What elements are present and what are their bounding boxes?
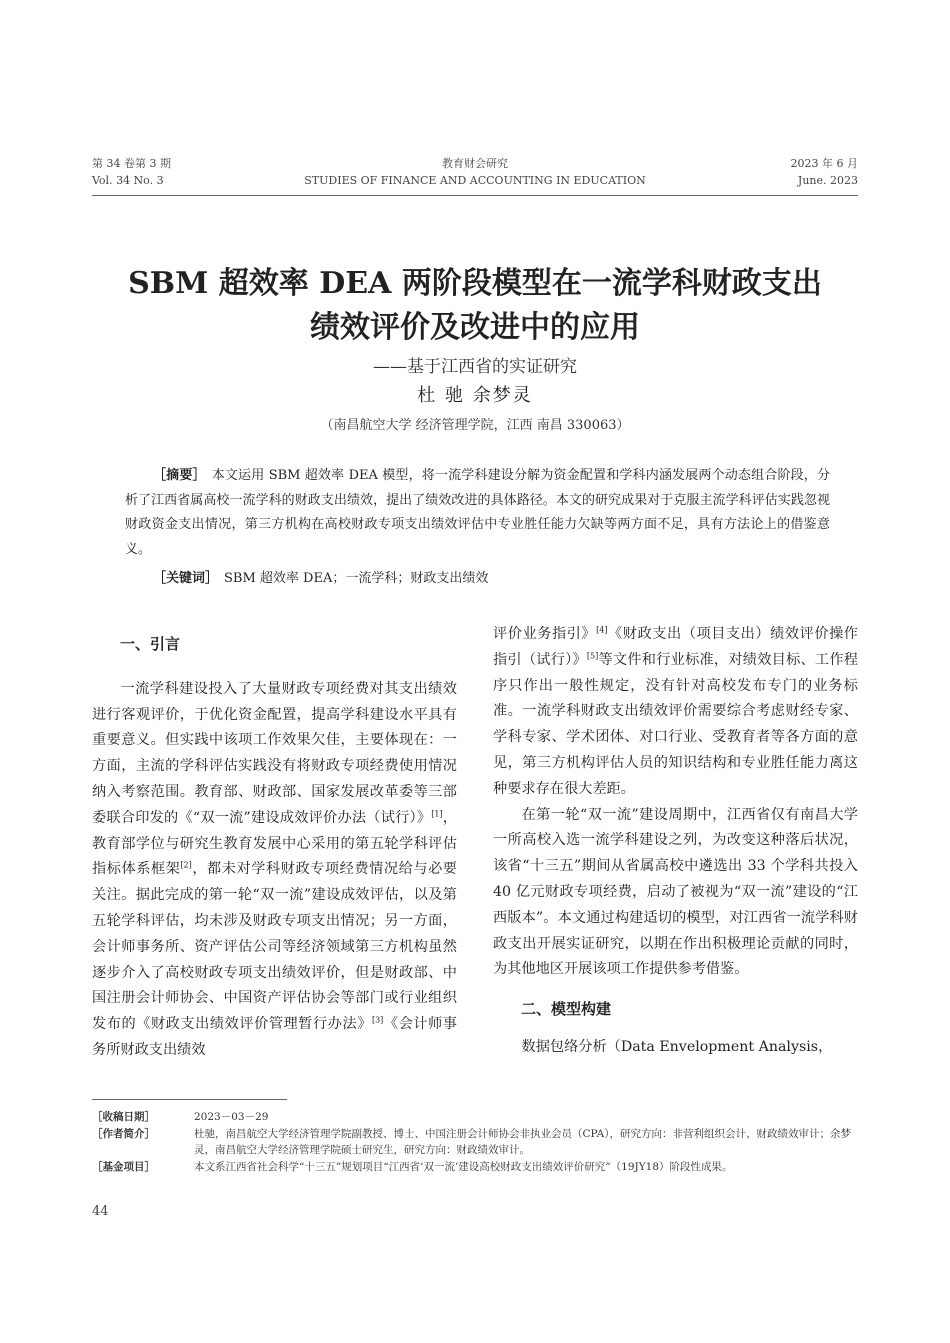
fund-text: 本文系江西省社会科学“十三五”规划项目“江西省‘双一流’建设高校财政支出绩效评价研究”（19JY18）阶段性成果。 bbox=[194, 1160, 733, 1173]
citation-4: [4] bbox=[596, 625, 608, 635]
citation-3: [3] bbox=[371, 1015, 384, 1025]
intro-text-part2: ，教育部学位与研究生教育发展中心采用的第五轮学科评估指标体系框架 bbox=[92, 809, 457, 878]
abstract-paragraph bbox=[125, 464, 830, 562]
journal-en: STUDIES OF FINANCE AND ACCOUNTING IN EDUCATION bbox=[304, 174, 646, 187]
received-date: 2023－03－29 bbox=[194, 1111, 269, 1123]
citation-1: [1] bbox=[431, 809, 443, 819]
model-paragraph: 数据包络分析（Data Envelopment Analysis， bbox=[521, 1038, 833, 1055]
footnote-received bbox=[92, 1109, 858, 1126]
journal-cn: 教育财会研究 bbox=[442, 157, 508, 170]
received-label: ［收稿日期］ bbox=[92, 1111, 155, 1123]
cont-text-part2: 《财政支出（项目支出）绩效评价操作指引（试行）》 bbox=[493, 626, 858, 668]
abstract bbox=[125, 464, 830, 562]
article-title-line1: SBM 超效率 DEA 两阶段模型在一流学科财政支出 bbox=[128, 266, 822, 301]
fund-label: ［基金项目］ bbox=[92, 1160, 155, 1173]
section-heading-introduction: 一、引言 bbox=[120, 635, 181, 653]
jiangxi-paragraph: 在第一轮“双一流”建设周期中，江西省仅有南昌大学一所高校入选一流学科建设之列，为改变这种落后状况，该省“十三五”期间从省属高校中遴选出 33 个学科共投入 40 亿元财政专项经费，启动了被视为“双一流”建设的“江西版本”。本文通过构建适切的模型，对江西省一流学科财政支出开展实证研究，以期在作出积极理论贡献的同时，为其他地区开展该项工作提供参考借鉴。 bbox=[493, 806, 858, 978]
header-divider bbox=[92, 195, 858, 196]
intro-text-part3: ，都未对学科财政专项经费情况给与必要关注。据此完成的第一轮“双一流”建设成效评估，以及第五轮学科评估，均未涉及财政专项支出情况；另一方面，会计师事务所、资产评估公司等经济领域第三方机构虽然逐步介入了高校财政专项支出绩效评价，但是财政部、中国注册会计师协会、中国资产评估协会等部门或行业组织发布的《财政支出绩效评价管理暂行办法》 bbox=[92, 861, 457, 1033]
abstract-label: ［摘要］ bbox=[153, 468, 206, 483]
page-number: 44 bbox=[92, 1204, 109, 1219]
intro-paragraph-continued bbox=[493, 622, 858, 803]
keywords-text: SBM 超效率 DEA；一流学科；财政支出绩效 bbox=[224, 571, 489, 586]
keywords bbox=[153, 567, 488, 586]
article-subtitle: ——基于江西省的实证研究 bbox=[373, 357, 577, 377]
author-bio-label: ［作者简介］ bbox=[92, 1127, 155, 1140]
citation-2: [2] bbox=[180, 860, 192, 870]
issue-en: Vol. 34 No. 3 bbox=[92, 174, 164, 187]
date-cn: 2023 年 6 月 bbox=[790, 157, 858, 170]
running-header-journal bbox=[250, 155, 700, 189]
date-en: June. 2023 bbox=[797, 174, 858, 187]
abstract-text: 本文运用 SBM 超效率 DEA 模型，将一流学科建设分解为资金配置和学科内涵发展两个动态组合阶段，分析了江西省属高校一流学科的财政支出绩效，提出了绩效改进的具体路径。本文的研究成果对于克服主流学科评估实践忽视财政资金支出情况，第三方机构在高校财政专项支出绩效评估中专业胜任能力欠缺等两方面不足，具有方法论上的借鉴意义。 bbox=[125, 468, 830, 557]
article-title-line2: 绩效评价及改进中的应用 bbox=[310, 310, 640, 345]
running-header-date bbox=[791, 155, 858, 189]
left-column bbox=[92, 632, 457, 1064]
running-header-issue bbox=[92, 155, 171, 189]
cont-text-part3: 等文件和行业标准，对绩效目标、工作程序只作出一般性规定，没有针对高校发布专门的业务标准。一流学科财政支出绩效评价需要综合考虑财经专家、学科专家、学术团体、对口行业、受教育者等各方面的意见，第三方机构评估人员的知识结构和专业胜任能力离这种要求存在很大差距。 bbox=[493, 651, 858, 797]
right-column bbox=[493, 622, 858, 1061]
issue-cn: 第 34 卷第 3 期 bbox=[92, 157, 171, 170]
footnote-divider bbox=[92, 1099, 287, 1100]
footnote-author bbox=[92, 1126, 858, 1159]
citation-5: [5] bbox=[586, 651, 599, 661]
intro-text-part1: 一流学科建设投入了大量财政专项经费对其支出绩效进行客观评价，于优化资金配置，提高学科建设水平具有重要意义。但实践中该项工作效果欠佳，主要体现在：一方面，主流的学科评估实践没有将财政专项经费使用情况纳入考察范围。教育部、财政部、国家发展改革委等三部委联合印发的《“双一流”建设成效评价办法（试行）》 bbox=[92, 680, 457, 826]
keywords-label: ［关键词］ bbox=[153, 571, 219, 586]
author-bio: 杜驰，南昌航空大学经济管理学院副教授、博士、中国注册会计师协会非执业会员（CPA），研究方向：非营利组织会计、财政绩效审计；余梦灵，南昌航空大学经济管理学院硕士研究生，研究方向：财政绩效审计。 bbox=[194, 1127, 851, 1156]
footnotes bbox=[92, 1109, 858, 1175]
cont-text-part1: 评价业务指引》 bbox=[493, 626, 597, 642]
intro-paragraph bbox=[92, 677, 457, 1064]
section-heading-model: 二、模型构建 bbox=[521, 1000, 612, 1019]
intro-text-part4: 《会计师事务所财政支出绩效 bbox=[92, 1016, 457, 1058]
footnote-fund bbox=[92, 1159, 858, 1176]
affiliation: （南昌航空大学 经济管理学院，江西 南昌 330063） bbox=[320, 418, 630, 433]
authors: 杜 驰 余梦灵 bbox=[417, 385, 533, 406]
